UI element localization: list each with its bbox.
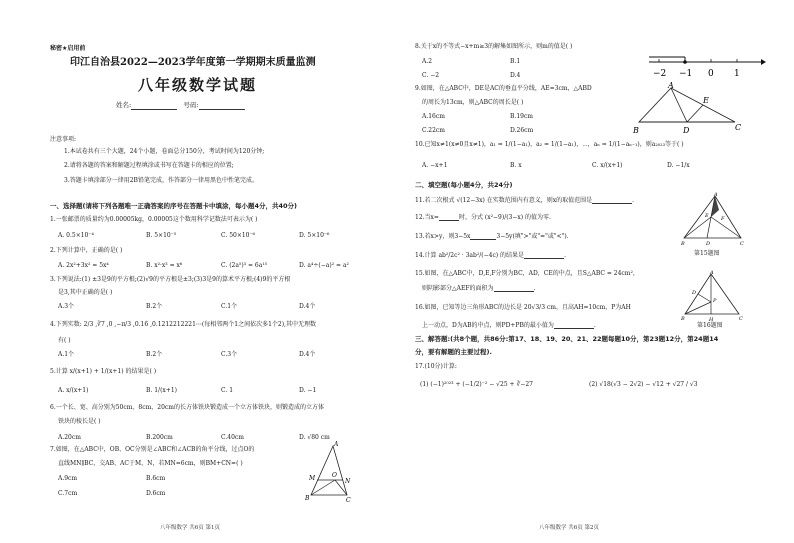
q15-label-f: F — [721, 216, 725, 222]
q13-blank[interactable] — [470, 232, 496, 240]
q16-line2-text: 上一动点，D为AB的中点，则PD+PB的最小值为 — [422, 321, 554, 329]
q17-stem: 17.(10分)计算: — [415, 363, 457, 370]
q7-label-o: O — [332, 472, 337, 479]
q16-blank[interactable] — [554, 321, 594, 329]
q3-option-b: B.2个 — [146, 303, 163, 310]
label-1: 1 — [734, 69, 740, 79]
q9-line-ed — [687, 105, 703, 122]
q9-stem-2: 的周长为13cm，则△ABC的周长是( ) — [422, 99, 524, 106]
q6-option-a: A.20cm — [58, 434, 81, 441]
q1-option-b: B. 5×10⁻⁵ — [146, 232, 177, 239]
q4-option-d: D.4个 — [299, 351, 316, 358]
q9-triangle-figure — [631, 82, 743, 134]
section3-header: 三、解答题:(共8个题，共86分:第17、18、19、20、21、22题每题10分，第23题12分，第24题14 — [415, 335, 719, 343]
q2-option-c: C. (2a⁵)³ = 6a¹⁵ — [221, 262, 268, 269]
q7-label-n: N — [345, 478, 351, 485]
q10-stem: 10.已知x≠1(x≠0且x≠1)，a₁ = 1/(1−a₁)，a₂ = 1/(1−a₁)，⋯，aₙ = 1/(1−aₙ₋₁)，则a₂₀₂₃等于( ) — [415, 141, 684, 148]
q8-option-c: C. −2 — [422, 72, 440, 79]
q11-text: 11.若二次根式 √(12−3x) 在实数范围内有意义，则x的取值范围是 . — [415, 196, 635, 204]
q15-line2: 则阴影部分△AEF的面积为 . — [422, 284, 536, 292]
secret-label: 秘密★启用前 — [50, 45, 86, 52]
q7-option-b: B.6cm — [146, 475, 166, 482]
q15-blank[interactable] — [494, 284, 534, 292]
q15-label-c: C — [740, 241, 744, 246]
section2-header: 二、填空题(每小题4分，共24分) — [415, 181, 513, 189]
q7-label-m: M — [309, 475, 316, 482]
q7-label-a: A — [334, 441, 339, 448]
subject-title: 八年级数学试题 — [138, 76, 258, 94]
q7-stem: 7.如图，在△ABC中，OB、OC分别是∠ABC和∠ACB的角平分线，过点O的 — [50, 446, 255, 453]
exam-title: 印江自治县2022—2023学年度第一学期期末质量监测 — [70, 57, 316, 68]
name-label: 姓名: — [116, 101, 132, 110]
q14-stem: 14.计算 ab²/2c² · 3ab²/(−4c) 的结果是 — [415, 251, 525, 259]
q6-option-b: B.200cm — [146, 434, 173, 441]
q16-stem: 16.如图，已知等边三角形ABC的边长是 20√3/3 cm，且高AH=10cm，P为AH — [415, 304, 631, 311]
q10-option-b: B. x — [510, 162, 522, 169]
q4-option-c: C.3个 — [221, 351, 238, 358]
q9-label-e: E — [703, 96, 709, 105]
q9-line-ad — [671, 88, 687, 122]
q17-part1: (1) (−1)²⁰²³ + (−1/2)⁻² − √25 + ∛−27 — [420, 381, 533, 388]
q3-option-c: C.1个 — [221, 303, 238, 310]
id-label: 号码: — [183, 101, 199, 110]
q5-option-a: A. x/(x+1) — [58, 387, 89, 394]
q5-option-c: C. 1 — [221, 387, 234, 394]
q8-stem: 8.关于x的不等式−x+m≥3的解集如图所示，则m的值是( ) — [415, 43, 573, 50]
q3-stem-2: 是3,其中正确的是( ) — [58, 289, 113, 296]
q16-line-dp — [698, 294, 711, 302]
q5-option-b: B. 1/(x+1) — [146, 387, 177, 394]
q1-option-c: C. 50×10⁻⁶ — [221, 232, 256, 239]
q1-stem: 1.一张邮票的质量约为0.00005kg，0.00005这个数用科学记数法可表示为( ) — [50, 216, 258, 223]
q9-label-b: B — [633, 126, 639, 134]
q10-option-c: C. x/(x+1) — [592, 162, 623, 169]
q6-stem: 6.一个长、宽、高分别为50cm、8cm、20cm的长方体铁块锻造成一个立方体铁块，则锻造成的立方体 — [50, 404, 324, 411]
q6-stem-2: 铁块的棱长是( ) — [58, 418, 101, 425]
q3-option-d: D.4个 — [299, 303, 316, 310]
q7-label-c: C — [346, 497, 351, 502]
label-neg2: −2 — [653, 69, 667, 79]
q15-stem: 15.如图，在△ABC中，D,E,F分别为BC，AD，CE的中点，且S△ABC = 24cm²， — [415, 270, 639, 277]
q16-triangle-figure — [681, 268, 745, 322]
right-page — [397, 0, 794, 543]
q16-label-b: B — [681, 316, 685, 322]
note-1: 1.本试卷共有三个大题，24个小题，卷面总分150分，考试时间为120分钟; — [64, 148, 265, 155]
q9-label-d: D — [683, 126, 690, 134]
q16-label-h: H — [709, 317, 714, 322]
q8-option-b: B.1 — [510, 58, 521, 65]
name-field[interactable] — [116, 102, 245, 110]
q16-label-p: P — [713, 298, 717, 304]
q2-option-b: B. x²·x³ = x⁶ — [146, 262, 183, 269]
q3-stem: 3.下列说法:(1) ±3是9的平方根;(2)√9的平方根是±3;(3)3是9的算术平方根;(4)9的平方根 — [50, 276, 291, 283]
label-0: 0 — [708, 69, 714, 79]
q12-blank[interactable] — [439, 213, 459, 221]
q10-option-a: A. −x+1 — [422, 162, 448, 169]
q11-stem: 11.若二次根式 √(12−3x) 在实数范围内有意义，则x的取值范围是 — [415, 196, 593, 204]
q12-rest: 时，分式 (x²−9)/(3−x) 的值为零. — [458, 213, 551, 221]
q1-option-d: D. 5×10⁻⁶ — [299, 232, 330, 239]
q15-line-ec — [711, 217, 741, 238]
q7-option-a: A.9cm — [58, 475, 78, 482]
q2-stem: 2.下列计算中，正确的是( ) — [50, 247, 123, 254]
q16-label-c: C — [739, 316, 743, 322]
q1-option-a: A. 0.5×10⁻⁴ — [58, 232, 94, 239]
q5-option-d: D. −1 — [299, 387, 317, 394]
q13-text — [415, 232, 569, 240]
q7-label-b: B — [305, 495, 310, 502]
left-footer: 八年级数学 共6页 第1页 — [160, 525, 220, 531]
q6-option-c: C.40cm — [221, 434, 244, 441]
note-2: 2.请将各题的答案和解题过程填涂或书写在答题卡的相应的位置; — [64, 162, 234, 169]
q4-stem-2: 有( ) — [58, 337, 71, 344]
q15-label-b: B — [681, 241, 685, 246]
q9-option-a: A.16cm — [422, 113, 445, 120]
q7-option-d: D.6cm — [146, 490, 166, 497]
q16-line2: 上一动点，D为AB的中点，则PD+PB的最小值为 . — [422, 321, 596, 329]
q3-option-a: A.3个 — [58, 303, 75, 310]
fig16-caption: 第16题图 — [697, 322, 723, 329]
label-neg1: −1 — [679, 69, 693, 79]
q9-label-a: A — [668, 82, 674, 90]
note-3: 3.答题卡填涂部分一律用2B铅笔完成，作答部分一律用黑色中性笔完成。 — [64, 177, 258, 184]
q9-triangle — [639, 88, 735, 122]
q8-option-a: A.2 — [422, 58, 433, 65]
q6-option-d: D. √80 cm — [299, 434, 330, 441]
q5-stem: 5.计算 x/(x+1) + 1/(x+1) 的结果是( ) — [50, 368, 157, 375]
q11-blank[interactable] — [592, 196, 632, 204]
name-blank[interactable] — [131, 102, 177, 110]
section1-header: 一、选择题(请将下列各题唯一正确答案的序号在答题卡中填涂，每小题4分，共40分) — [50, 202, 298, 210]
q13-stem: 13.若x>y，则3−5x — [415, 232, 471, 240]
q9-label-c: C — [735, 123, 742, 132]
q14-text: 14.计算 ab²/2c² · 3ab²/(−4c) 的结果是 . — [415, 251, 566, 259]
q8-number-line — [647, 54, 767, 80]
section3-header-2: 分，要有解题的主要过程). — [415, 348, 492, 356]
q12-stem: 12.当x= — [415, 213, 439, 221]
q15-line2-text: 则阴影部分△AEF的面积为 — [422, 284, 494, 292]
q15-label-d: D — [706, 241, 711, 246]
q4-option-b: B.2个 — [146, 351, 163, 358]
q8-option-d: D.4 — [510, 72, 521, 79]
q9-option-b: B.19cm — [510, 113, 534, 120]
id-blank[interactable] — [199, 102, 245, 110]
q7-triangle-figure — [305, 440, 355, 502]
fig15-caption: 第15题图 — [694, 250, 720, 257]
notes-header: 注意事项: — [50, 136, 77, 143]
q7-triangle — [311, 446, 347, 495]
q4-option-a: A.1个 — [58, 351, 75, 358]
q12-text — [415, 213, 551, 221]
q9-stem: 9.如图，在△ABC中，DE是AC的垂直平分线，AE=3cm，△ABD — [415, 85, 592, 92]
q7-option-c: C.7cm — [58, 490, 78, 497]
q16-label-d: D — [692, 290, 697, 296]
q16-label-a: A — [710, 270, 714, 276]
right-footer: 八年级数学 共6页 第2页 — [539, 525, 599, 531]
q7-stem-2: 直线MN∥BC，交AB、AC于M、N，若MN=6cm，则BM+CN=( ) — [58, 460, 243, 467]
q2-option-a: A. 2x²+3x² = 5x⁴ — [58, 262, 109, 269]
q15-triangle-figure — [681, 190, 745, 246]
q9-option-d: D.26cm — [510, 127, 534, 134]
number-line-arrow — [761, 59, 766, 65]
q15-label-a: A — [714, 192, 718, 198]
q13-rest: 3−5y(填">"或"="或"<"). — [496, 232, 569, 240]
q10-option-d: D. −1/x — [667, 162, 690, 169]
q14-blank[interactable] — [524, 251, 564, 259]
q15-label-e: E — [705, 213, 709, 219]
q2-option-d: D. a⁴÷(−a)² = a² — [299, 262, 349, 269]
q17-part2: (2) √18(√3 − 2√2) − √12 + √27 / √3 — [589, 381, 698, 388]
q4-stem: 4.下列实数: 2/3 ,∛7 ,0 ,−π/3 ,0.16̇ ,0.1212212221⋯(每相邻两个1之间依次多1个2),其中无理数 — [50, 321, 316, 328]
solution-point — [683, 60, 687, 64]
q9-option-c: C.22cm — [422, 127, 445, 134]
